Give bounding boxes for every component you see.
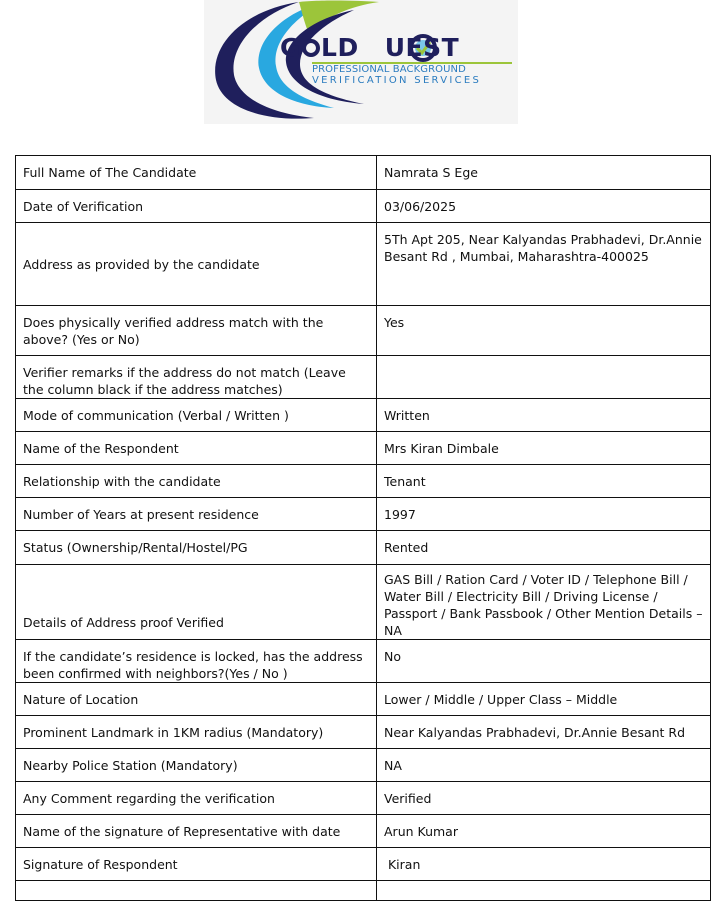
row-verifier-remarks xyxy=(16,356,711,399)
label-nature-of-location: Nature of Location xyxy=(16,683,377,716)
label-date-of-verification: Date of Verification xyxy=(16,190,377,223)
row-landmark xyxy=(16,716,711,749)
value-address: 5Th Apt 205, Near Kalyandas Prabhadevi, Dr.Annie Besant Rd , Mumbai, Maharashtra-400025 xyxy=(377,223,711,306)
value-comment: Verified xyxy=(377,782,711,815)
row-respondent-signature xyxy=(16,848,711,881)
value-relationship: Tenant xyxy=(377,465,711,498)
row-address-proof xyxy=(16,565,711,640)
value-full-name: Namrata S Ege xyxy=(377,156,711,190)
row-date-of-verification xyxy=(16,190,711,223)
label-residence-locked: If the candidate’s residence is locked, has the address been confirmed with neighbors?(Yes / No ) xyxy=(16,640,377,683)
goldquest-logo xyxy=(204,0,518,124)
row-mode-of-communication xyxy=(16,399,711,432)
logo-subtitle-2: VERIFICATION SERVICES xyxy=(312,75,482,86)
label-respondent-signature: Signature of Respondent xyxy=(16,848,377,881)
label-representative-signature: Name of the signature of Representative with date xyxy=(16,815,377,848)
row-relationship xyxy=(16,465,711,498)
value-address-proof: GAS Bill / Ration Card / Voter ID / Telephone Bill / Water Bill / Electricity Bill / Driving License / Passport / Bank Passbook / Other Mention Details – NA xyxy=(377,565,711,640)
value-landmark: Near Kalyandas Prabhadevi, Dr.Annie Besant Rd xyxy=(377,716,711,749)
label-police-station: Nearby Police Station (Mandatory) xyxy=(16,749,377,782)
label-address-proof: Details of Address proof Verified xyxy=(16,565,377,640)
row-address-match xyxy=(16,306,711,356)
label-status: Status (Ownership/Rental/Hostel/PG xyxy=(16,531,377,565)
label-address-match: Does physically verified address match with the above? (Yes or No) xyxy=(16,306,377,356)
row-continued xyxy=(16,881,711,901)
value-nature-of-location: Lower / Middle / Upper Class – Middle xyxy=(377,683,711,716)
value-respondent-signature: Kiran xyxy=(377,848,711,881)
row-representative-signature xyxy=(16,815,711,848)
row-years-at-residence xyxy=(16,498,711,531)
logo-title: G LD UEST xyxy=(280,33,460,62)
label-landmark: Prominent Landmark in 1KM radius (Mandatory) xyxy=(16,716,377,749)
value-residence-locked: No xyxy=(377,640,711,683)
value-police-station: NA xyxy=(377,749,711,782)
row-respondent-name xyxy=(16,432,711,465)
label-verifier-remarks: Verifier remarks if the address do not match (Leave the column black if the address matches) xyxy=(16,356,377,399)
value-mode-of-communication: Written xyxy=(377,399,711,432)
value-date-of-verification: 03/06/2025 xyxy=(377,190,711,223)
logo-subtitle-1: PROFESSIONAL BACKGROUND xyxy=(312,64,466,75)
label-comment: Any Comment regarding the verification xyxy=(16,782,377,815)
label-mode-of-communication: Mode of communication (Verbal / Written ) xyxy=(16,399,377,432)
verification-form-table xyxy=(15,155,711,901)
label-respondent-name: Name of the Respondent xyxy=(16,432,377,465)
row-comment xyxy=(16,782,711,815)
value-respondent-name: Mrs Kiran Dimbale xyxy=(377,432,711,465)
label-address: Address as provided by the candidate xyxy=(16,223,377,306)
row-full-name xyxy=(16,156,711,190)
value-verifier-remarks xyxy=(377,356,711,399)
value-continued xyxy=(377,881,711,901)
label-full-name: Full Name of The Candidate xyxy=(16,156,377,190)
row-status xyxy=(16,531,711,565)
value-years-at-residence: 1997 xyxy=(377,498,711,531)
value-representative-signature: Arun Kumar xyxy=(377,815,711,848)
value-status: Rented xyxy=(377,531,711,565)
value-address-match: Yes xyxy=(377,306,711,356)
row-police-station xyxy=(16,749,711,782)
label-relationship: Relationship with the candidate xyxy=(16,465,377,498)
row-nature-of-location xyxy=(16,683,711,716)
label-years-at-residence: Number of Years at present residence xyxy=(16,498,377,531)
row-residence-locked xyxy=(16,640,711,683)
label-continued xyxy=(16,881,377,901)
row-address xyxy=(16,223,711,306)
